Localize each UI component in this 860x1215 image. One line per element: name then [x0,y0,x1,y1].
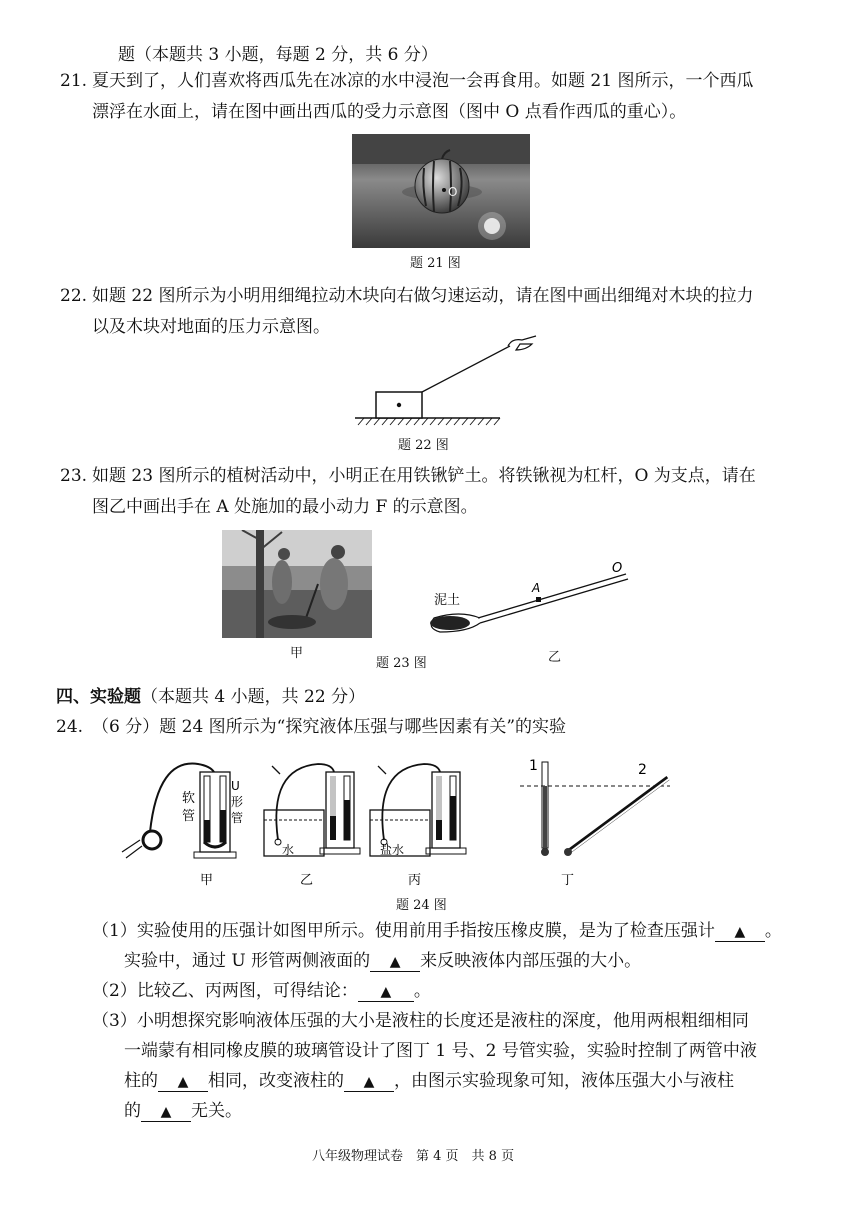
q24-part1-line2 [124,948,641,974]
q24-part2-end: 。 [413,981,431,1001]
q22-caption: 题 22 图 [398,438,449,453]
q24-part2 [92,978,431,1004]
q24-fig-ding [520,758,670,856]
q24-part1b-text: 实验中，通过 U 形管两侧液面的 [124,951,371,971]
q24-part3d-1: 的 [124,1101,141,1121]
q23-number: 23. [60,466,88,486]
answer-blank-3[interactable]: ▲ [358,982,414,1002]
q23-soil-label: 泥土 [434,593,461,608]
q22-figure-block [350,330,550,430]
q23-figure-photo [222,530,372,638]
page-footer: 八年级物理试卷 第 4 页 共 8 页 [312,1149,515,1164]
q24-label-bing: 丙 [408,873,422,888]
q24-figure [118,748,678,890]
q23-text-line2: 图乙中画出手在 A 处施加的最小动力 F 的示意图。 [92,497,478,517]
q21-text-line1: 夏天到了，人们喜欢将西瓜先在冰凉的水中浸泡一会再食用。如题 21 图所示，一个西瓜 [92,71,754,91]
q24-part3c-2: 相同，改变液柱的 [208,1071,344,1091]
answer-blank-2[interactable]: ▲ [370,952,420,972]
q24-part3-line3 [124,1068,734,1094]
q21-figure-watermelon [352,134,530,248]
answer-blank-1[interactable]: ▲ [715,922,765,942]
q24-u-tube-3: 管 [231,811,244,825]
q24-part1b-end: 来反映液体内部压强的大小。 [420,951,642,971]
answer-blank-4[interactable]: ▲ [158,1072,208,1092]
q24-part3c-3: ，由图示实验现象可知，液体压强大小与液柱 [394,1071,734,1091]
q24-water-label: 水 [282,843,295,857]
q24-part3d-2: 无关。 [191,1101,242,1121]
q24-u-tube-1: U [231,779,240,793]
q24-tube1-label: 1 [529,758,538,774]
section4-heading [56,684,365,710]
q21-caption: 题 21 图 [410,256,461,271]
q24-part1-line1 [92,918,782,944]
q24-number: 24. [56,717,84,737]
q21-o-label: O [448,185,458,199]
q24-label-yi: 乙 [300,873,314,888]
q23-point-a: A [532,581,541,595]
q24-soft-tube-2: 管 [182,809,196,824]
q24-fig-jia [122,764,243,858]
q24-u-tube-2: 形 [231,795,244,809]
q23-point-o: O [612,561,623,576]
q23-caption: 题 23 图 [376,656,427,671]
q24-part2-text: （2）比较乙、丙两图，可得结论： [92,981,358,1001]
q23-figure-shovel [420,560,640,650]
q24-caption: 题 24 图 [396,898,447,913]
section4-title: 四、实验题 [56,687,141,707]
q24-salt-water-label: 盐水 [380,843,405,857]
q24-part3-line2: 一端蒙有相同橡皮膜的玻璃管设计了图丁 1 号、2 号管实验，实验时控制了两管中液 [124,1041,757,1061]
section4-note: （本题共 4 小题，共 22 分） [141,687,366,707]
q24-fig-yi [264,764,360,857]
q21-text-line2: 漂浮在水面上，请在图中画出西瓜的受力示意图（图中 O 点看作西瓜的重心）。 [92,102,687,122]
section-heading-tail: 题（本题共 3 小题，每题 2 分，共 6 分） [118,45,438,65]
answer-blank-6[interactable]: ▲ [141,1102,191,1122]
q21-number: 21. [60,71,88,91]
q24-part3c-1: 柱的 [124,1071,158,1091]
q24-part1a-text: （1）实验使用的压强计如图甲所示。使用前用手指按压橡皮膜，是为了检查压强计 [92,921,715,941]
q23-label-jia: 甲 [290,646,304,661]
q22-number: 22. [60,286,88,306]
q24-stem: （6 分）题 24 图所示为“探究液体压强与哪些因素有关”的实验 [92,717,567,737]
q22-text-line2: 以及木块对地面的压力示意图。 [92,317,330,337]
q24-part1a-end: 。 [764,921,782,941]
q24-part3-line1: （3）小明想探究影响液体压强的大小是液柱的长度还是液柱的深度，他用两根粗细相同 [92,1011,749,1031]
q24-soft-tube-1: 软 [182,791,196,806]
answer-blank-5[interactable]: ▲ [344,1072,394,1092]
q23-label-yi: 乙 [548,650,562,665]
q23-text-line1: 如题 23 图所示的植树活动中，小明正在用铁锹铲土。将铁锹视为杠杆，O 为支点，请在 [92,466,756,486]
q24-part3-line4 [124,1098,242,1124]
q22-text-line1: 如题 22 图所示为小明用细绳拉动木块向右做匀速运动，请在图中画出细绳对木块的拉力 [92,286,754,306]
q24-fig-bing [370,764,466,857]
q24-label-ding: 丁 [561,873,575,888]
q24-label-jia: 甲 [200,873,214,888]
q24-tube2-label: 2 [638,762,647,778]
